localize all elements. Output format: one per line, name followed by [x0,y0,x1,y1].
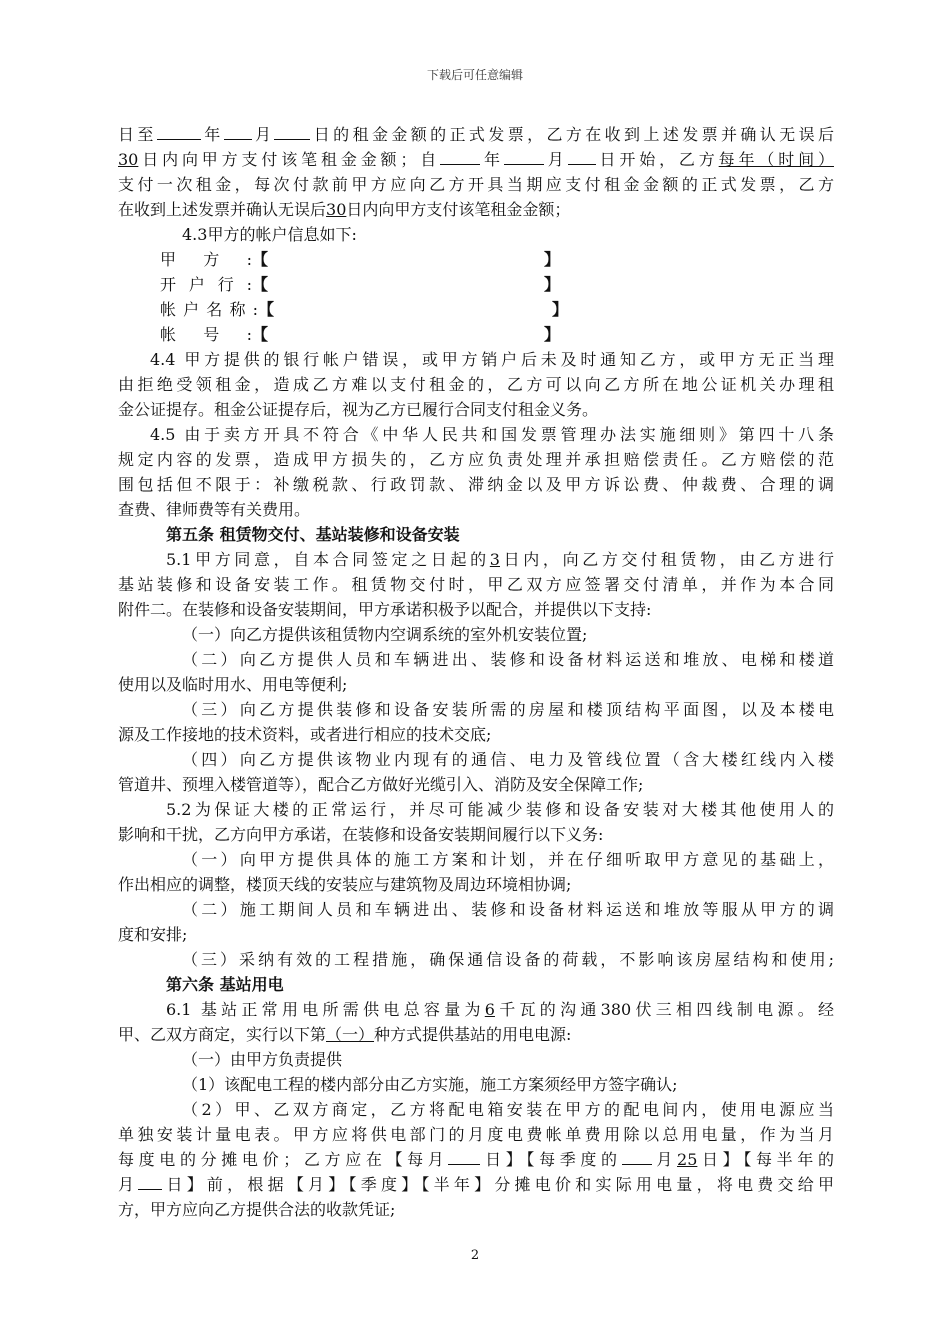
text-line: 源及工作接地的技术资料，或者进行相应的技术交底; [118,725,492,744]
text-line: （二）施工期间人员和车辆进出、装修和设备材料运送和堆放等服从甲方的调 [182,900,834,919]
text-line: 4.4 甲方提供的银行帐户错误，或甲方销户后未及时通知乙方，或甲方无正当理 [150,350,834,369]
text-line: 方，甲方应向乙方提供合法的收款凭证; [118,1200,396,1219]
text-line: （一）由甲方负责提供 [182,1050,343,1069]
text-line: （二）向乙方提供人员和车辆进出、装修和设备材料运送和堆放、电梯和楼道 [182,650,834,669]
page-number: 2 [470,1248,480,1263]
article-6-heading: 第六条 基站用电 [166,975,284,994]
text-line: 5.2为保证大楼的正常运行，并尽可能减少装修和设备安装对大楼其他使用人的 [166,800,834,819]
text-line: 日至 年 月 日的租金金额的正式发票，乙方在收到上述发票并确认无误后 [118,122,834,147]
text-line: 由拒绝受领租金，造成乙方难以支付租金的，乙方可以向乙方所在地公证机关办理租 [118,375,834,394]
text-line: 查费、律师费等有关费用。 [118,500,311,519]
text-line: （三）向乙方提供装修和设备安装所需的房屋和楼顶结构平面图，以及本楼电 [182,700,834,719]
text-line: 管道井、预埋入楼管道等），配合乙方做好光缆引入、消防及安全保障工作; [118,775,644,794]
text-line: 每度电的分摊电价；乙方应在【每月 日】【每季度的 月25日】【每半年的 [118,1147,834,1172]
text-line: 影响和干扰，乙方向甲方承诺，在装修和设备安装期间履行以下义务: [118,825,604,844]
text-line: 使用以及临时用水、用电等便利; [118,675,348,694]
account-intro: 4.3甲方的帐户信息如下: [182,225,357,244]
text-line: 单独安装计量电表。甲方应将供电部门的月度电费帐单费用除以总用电量，作为当月 [118,1125,834,1144]
text-line: （四）向乙方提供该物业内现有的通信、电力及管线位置（含大楼红线内入楼 [182,750,834,769]
text-line: 金公证提存。租金公证提存后，视为乙方已履行合同支付租金义务。 [118,400,599,419]
text-line: 支付一次租金，每次付款前甲方应向乙方开具当期应支付租金金额的正式发票，乙方 [118,175,834,194]
article-5-heading: 第五条 租赁物交付、基站装修和设备安装 [166,525,460,544]
page-header-note: 下载后可任意编辑 [426,68,523,82]
text-line: 6.1 基站正常用电所需供电总容量为6千瓦的沟通380伏三相四线制电源。经 [166,1000,834,1019]
text-line: 围包括但不限于：补缴税款、行政罚款、滞纳金以及甲方诉讼费、仲裁费、合理的调 [118,475,834,494]
text-line: 月 日】前，根据【月】【季度】【半年】分摊电价和实际用电量，将电费交给甲 [118,1172,834,1197]
text-line: （2）甲、乙双方商定，乙方将配电箱安装在甲方的配电间内，使用电源应当 [182,1100,834,1119]
account-row-bank: 开户行: 【 】 [160,275,560,294]
text-line: （三）采纳有效的工程措施，确保通信设备的荷载，不影响该房屋结构和使用; [182,950,834,969]
text-line: 作出相应的调整，楼顶天线的安装应与建筑物及周边环境相协调; [118,875,572,894]
text-line: 4.5 由于卖方开具不符合《中华人民共和国发票管理办法实施细则》第四十八条 [150,425,834,444]
account-row-account-name: 帐户名称: 【 】 [160,300,568,319]
text-line: 5.1甲方同意，自本合同签定之日起的3日内，向乙方交付租赁物，由乙方进行 [166,550,834,569]
text-line: 在收到上述发票并确认无误后30日内向甲方支付该笔租金金额； [118,200,571,219]
contract-body [118,122,834,1222]
text-line: 附件二。在装修和设备安装期间，甲方承诺积极予以配合，并提供以下支持: [118,600,652,619]
text-line: （一）向乙方提供该租赁物内空调系统的室外机安装位置; [182,625,588,644]
text-line: 30日内向甲方支付该笔租金金额；自 年 月 日开始，乙方每年（时间） [118,147,834,172]
text-line: （一）向甲方提供具体的施工方案和计划，并在仔细听取甲方意见的基础上， [182,850,834,869]
text-line: 规定内容的发票，造成甲方损失的，乙方应负责处理并承担赔偿责任。乙方赔偿的范 [118,450,834,469]
text-line: 甲、乙双方商定，实行以下第（一）种方式提供基站的用电电源: [118,1025,572,1044]
text-line: 度和安排; [118,925,188,944]
account-row-party-a: 甲方: 【 】 [160,250,560,269]
text-line: （1）该配电工程的楼内部分由乙方实施，施工方案须经甲方签字确认; [182,1075,678,1094]
account-row-account-number: 帐号: 【 】 [160,325,560,344]
text-line: 基站装修和设备安装工作。租赁物交付时，甲乙双方应签署交付清单，并作为本合同 [118,575,834,594]
